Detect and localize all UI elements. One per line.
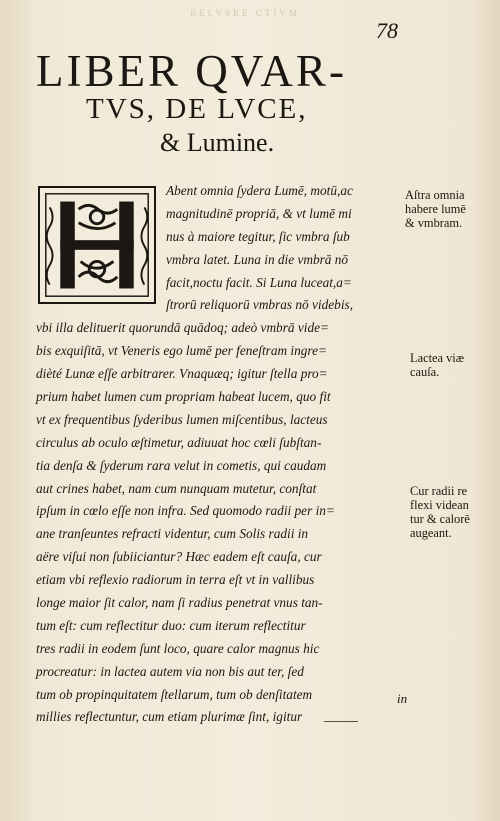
margin-note-reflected-rays [410, 484, 500, 540]
heading-line-2: TVS, DE LVCE, [86, 93, 308, 125]
margin-note-line: & vmbram. [405, 216, 463, 230]
heading-line-1: LIBER QVAR- [36, 46, 347, 96]
margin-note-line: augeant. [410, 526, 452, 540]
margin-note-line: Lactea viæ [410, 351, 465, 365]
text-line: vmbra latet. Luna in die vmbrā nō [166, 251, 349, 267]
page-number: 78 [376, 18, 398, 43]
text-line: tres radii in eodem ſunt loco, quare calor magnus hic [36, 640, 320, 656]
text-line: millies reflectuntur, cum etiam plurimæ ſint, igitur [36, 709, 303, 725]
text-line: circulus ab oculo æſtimetur, adiuuat hoc cœli ſubſtan- [36, 434, 322, 450]
text-line: nus à maiore tegitur, ſic vmbra ſub [166, 228, 350, 244]
text-line: bis exquiſitā, vt Veneris ego lumē per feneſtram ingre= [36, 343, 327, 359]
bottom-rule [324, 721, 358, 722]
margin-note-line: Cur radii re [410, 484, 468, 498]
text-line: facit,noctu facit. Si Luna luceat,a= [166, 274, 352, 290]
text-line: magnitudinē propriā, & vt lumē mi [166, 205, 352, 221]
heading-line-3: & Lumine. [160, 128, 275, 157]
text-line: tum eſt: cum reflectitur duo: cum iterum reflectitur [36, 617, 306, 633]
text-line: aëre viſui non ſubiiciantur? Hæc eadem eſt cauſa, cur [36, 549, 322, 565]
text-line: tum ob propinquitatem ſtellarum, tum ob denſitatem [36, 686, 313, 702]
text-line: Abent omnia ſydera Lumē, motū,ac [166, 183, 353, 198]
text-line: prium habet lumen cum propriam habeat lucem, quo fit [36, 389, 331, 405]
margin-note-line: cauſa. [410, 365, 440, 379]
margin-note-line: Aſtra omnia [405, 188, 465, 202]
text-line: procreatur: in lactea autem via non bis aut ter, ſed [36, 663, 304, 679]
margin-note-line: flexi videan [410, 498, 469, 512]
margin-note-milky-way [410, 351, 500, 379]
text-line: vt ex frequentibus ſyderibus lumen miſcentibus, lacteus [36, 411, 328, 427]
text-line: longe maior ſit calor, nam ſi radius penetrat vnus tan- [36, 595, 323, 611]
text-line: ſtrorū reliquorū vmbras nō videbis, [166, 297, 354, 313]
text-line: tia denſa & ſyderum rara velut in cometis, qui caudam [36, 457, 327, 473]
margin-note-line: tur & calorē [410, 512, 470, 526]
margin-note-line: habere lumē [405, 202, 466, 216]
text-line: ane tranſeuntes refracti videntur, cum Solis radii in [36, 526, 309, 542]
text-line: dièté Lunæ eſſe arbitrarer. Vnaquæq; igitur ſtella pro= [36, 366, 328, 382]
text-line: aut crines habet, nam cum nunquam mutetur, conſtat [36, 480, 317, 496]
text-line: vbi illa delituerit quorundā quādoq; adeò vmbrā vide= [36, 320, 329, 336]
text-line: ipſum in cœlo eſſe non infra. Sed quomodo radii per in= [36, 503, 335, 519]
text-line: etiam vbi reflexio radiorum in terra eſt vt in vallibus [36, 572, 315, 588]
catchword: in [397, 691, 408, 706]
body-text [36, 180, 406, 729]
bleed-through-text: BELVSRE CTIVM [190, 8, 300, 18]
margin-note-stars-light [405, 188, 500, 230]
